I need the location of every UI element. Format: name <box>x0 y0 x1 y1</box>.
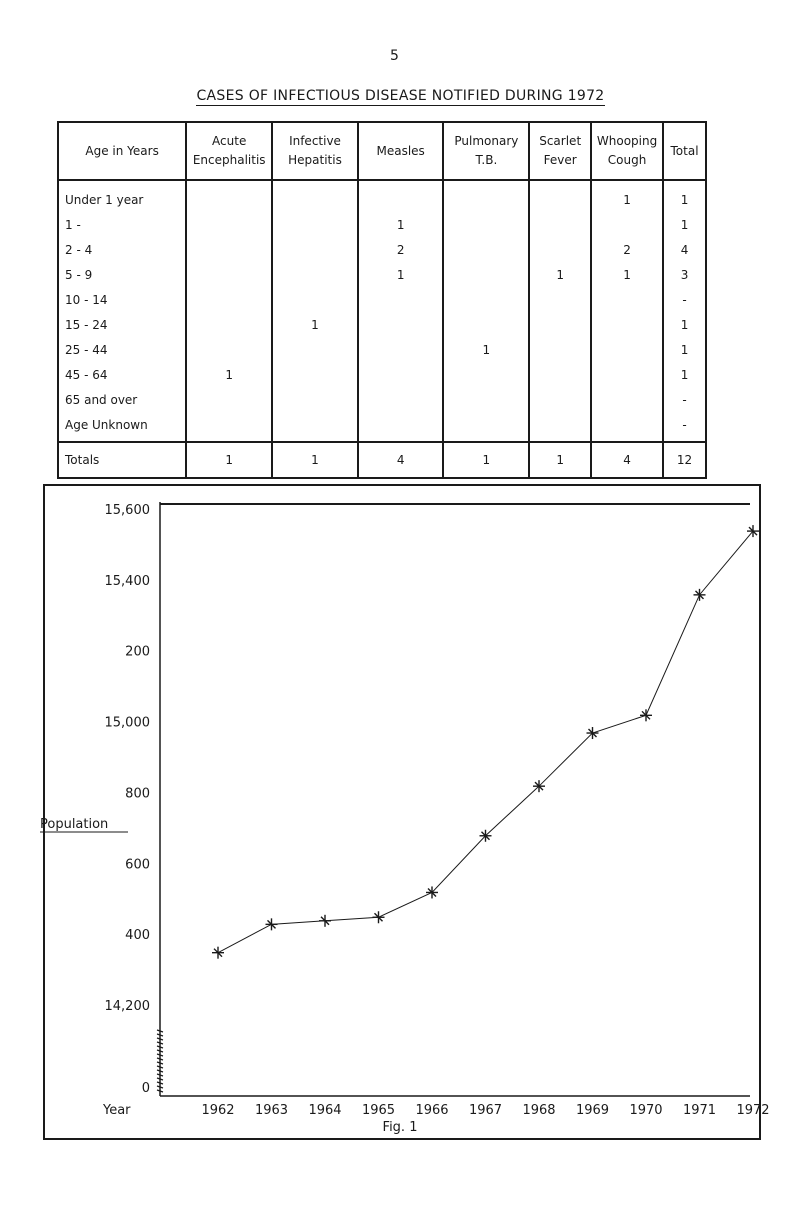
data-point-marker <box>747 525 759 537</box>
column-header: Scarlet Fever <box>529 122 591 180</box>
column-header: Infective Hepatitis <box>272 122 358 180</box>
count-cell: 1 <box>663 337 706 362</box>
data-point-marker <box>373 911 385 923</box>
count-cell: 1 <box>358 262 444 287</box>
y-tick-label: 400 <box>125 928 150 944</box>
column-header: Acute Encephalitis <box>186 122 272 180</box>
total-cell: 1 <box>443 442 529 478</box>
age-group-cell: 5 - 9 <box>58 262 186 287</box>
count-cell: - <box>663 412 706 442</box>
count-cell: 1 <box>443 337 529 362</box>
age-group-cell: 10 - 14 <box>58 287 186 312</box>
age-group-cell: 45 - 64 <box>58 362 186 387</box>
x-tick-label: 1971 <box>682 1103 717 1118</box>
x-tick-label: 1970 <box>629 1103 663 1118</box>
x-tick-label: 1962 <box>201 1103 235 1118</box>
y-tick-label: 0 <box>141 1081 150 1096</box>
count-cell: 3 <box>663 262 706 287</box>
column-header: Measles <box>358 122 444 180</box>
x-tick-label: 1968 <box>522 1103 556 1118</box>
totals-label: Totals <box>58 442 186 478</box>
column-header: Whooping Cough <box>591 122 663 180</box>
total-cell: 1 <box>272 442 358 478</box>
data-markers <box>212 525 759 959</box>
total-cell: 4 <box>591 442 663 478</box>
count-cell: 1 <box>272 312 358 337</box>
x-tick-label: 1969 <box>575 1103 610 1118</box>
y-tick-label: 15,000 <box>104 715 150 731</box>
data-point-marker <box>319 915 331 927</box>
y-axis-title: Population <box>40 817 109 832</box>
count-cell: 1 <box>591 262 663 287</box>
total-cell: 12 <box>663 442 706 478</box>
count-cell: 1 <box>358 212 444 237</box>
data-point-marker <box>694 589 706 601</box>
x-axis-ticks <box>201 1103 769 1118</box>
y-tick-label: 14,200 <box>104 999 150 1014</box>
x-tick-label: 1965 <box>361 1103 396 1118</box>
x-tick-label: 1963 <box>254 1103 289 1118</box>
population-line <box>218 531 753 953</box>
total-cell: 4 <box>358 442 444 478</box>
count-cell: 2 <box>358 237 444 262</box>
count-cell: 2 <box>591 237 663 262</box>
figure-caption: Fig. 1 <box>382 1120 418 1135</box>
age-group-cell: Under 1 year <box>58 180 186 212</box>
column-header: Pulmonary T.B. <box>443 122 529 180</box>
y-axis-ticks <box>105 503 151 1096</box>
age-group-cell: 25 - 44 <box>58 337 186 362</box>
age-group-cell: 65 and over <box>58 387 186 412</box>
total-cell: 1 <box>529 442 591 478</box>
age-group-cell: Age Unknown <box>58 412 186 442</box>
x-tick-label: 1966 <box>415 1103 449 1118</box>
y-tick-label: 200 <box>125 644 150 660</box>
count-cell: 1 <box>529 262 591 287</box>
age-group-cell: 2 - 4 <box>58 237 186 262</box>
data-point-marker <box>640 709 652 721</box>
total-cell: 1 <box>186 442 272 478</box>
age-group-cell: 15 - 24 <box>58 312 186 337</box>
count-cell: 1 <box>663 362 706 387</box>
y-tick-label: 15,600 <box>104 503 150 518</box>
count-cell: 1 <box>663 312 706 337</box>
age-group-cell: 1 - <box>58 212 186 237</box>
count-cell: - <box>663 287 706 312</box>
x-tick-label: 1964 <box>308 1103 342 1118</box>
count-cell: 1 <box>591 180 663 212</box>
count-cell: 1 <box>186 362 272 387</box>
page-number: 5 <box>390 48 399 64</box>
title-text: CASES OF INFECTIOUS DISEASE NOTIFIED DURING 1972 <box>196 88 605 104</box>
y-tick-label: 800 <box>125 786 150 802</box>
column-header: Age in Years <box>58 122 186 180</box>
data-point-marker <box>212 947 224 959</box>
y-tick-label: 600 <box>125 857 150 873</box>
count-cell: - <box>663 387 706 412</box>
count-cell: 4 <box>663 237 706 262</box>
data-point-marker <box>266 918 278 930</box>
column-header: Total <box>663 122 706 180</box>
count-cell: 1 <box>663 212 706 237</box>
x-tick-label: 1967 <box>468 1103 503 1118</box>
count-cell: 1 <box>663 180 706 212</box>
y-tick-label: 15,400 <box>104 573 150 589</box>
x-axis-title: Year <box>103 1103 131 1118</box>
x-tick-label: 1972 <box>736 1103 770 1118</box>
